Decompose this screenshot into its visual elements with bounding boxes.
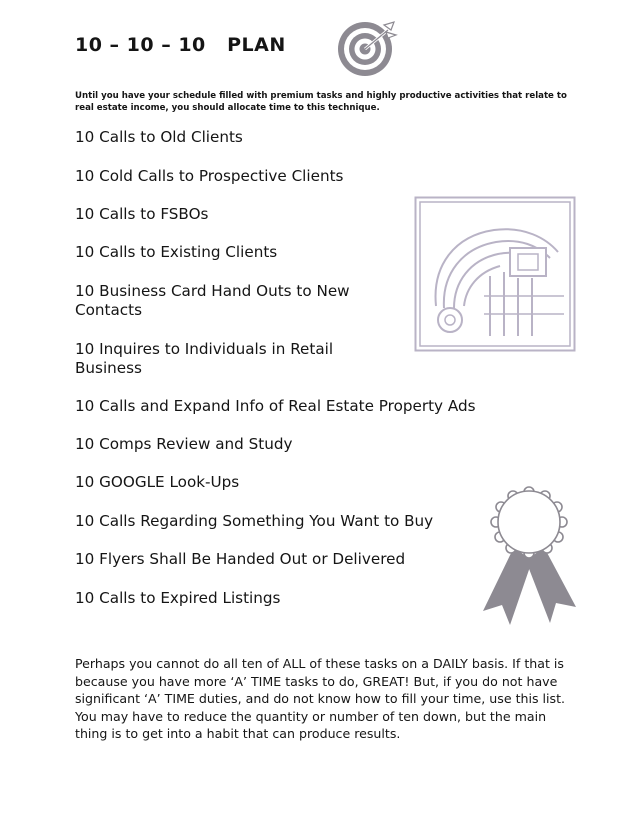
task-item: 10 Calls to Old Clients — [75, 128, 243, 146]
task-item: 10 GOOGLE Look-Ups — [75, 473, 240, 491]
task-item: 10 Calls to Existing Clients — [75, 243, 278, 261]
page-title: 10 – 10 – 10 PLAN — [75, 34, 286, 56]
task-item: 10 Comps Review and Study — [75, 435, 293, 453]
award-ribbon-icon — [480, 485, 578, 627]
task-item: 10 Cold Calls to Prospective Clients — [75, 167, 344, 185]
task-item: 10 Calls to FSBOs — [75, 205, 209, 223]
task-item: 10 Business Card Hand Outs to New Contacts — [75, 282, 350, 319]
task-item: 10 Calls Regarding Something You Want to Buy — [75, 512, 434, 530]
task-item: 10 Flyers Shall Be Handed Out or Delivered — [75, 550, 406, 568]
gear-machine-illustration — [414, 196, 576, 352]
task-item: 10 Calls and Expand Info of Real Estate Property Ads — [75, 397, 476, 415]
task-item: 10 Calls to Expired Listings — [75, 589, 281, 607]
task-item: 10 Inquires to Individuals in Retail Business — [75, 340, 334, 377]
target-dart-icon — [336, 16, 398, 78]
closing-paragraph: Perhaps you cannot do all ten of ALL of these tasks on a DAILY basis. If that is because you have more ‘A’ TIME tasks to do, GREAT! But, if you do not have significant ‘A’ TIME duties, and do not know how to fill your time, use this list. You may have to reduce the quantity or number of ten down, but the main thing is to get into a habit that can produce results. — [75, 656, 566, 741]
intro-text: Until you have your schedule filled with premium tasks and highly productive activities that relate to real estate income, you should allocate time to this technique. — [75, 91, 567, 113]
